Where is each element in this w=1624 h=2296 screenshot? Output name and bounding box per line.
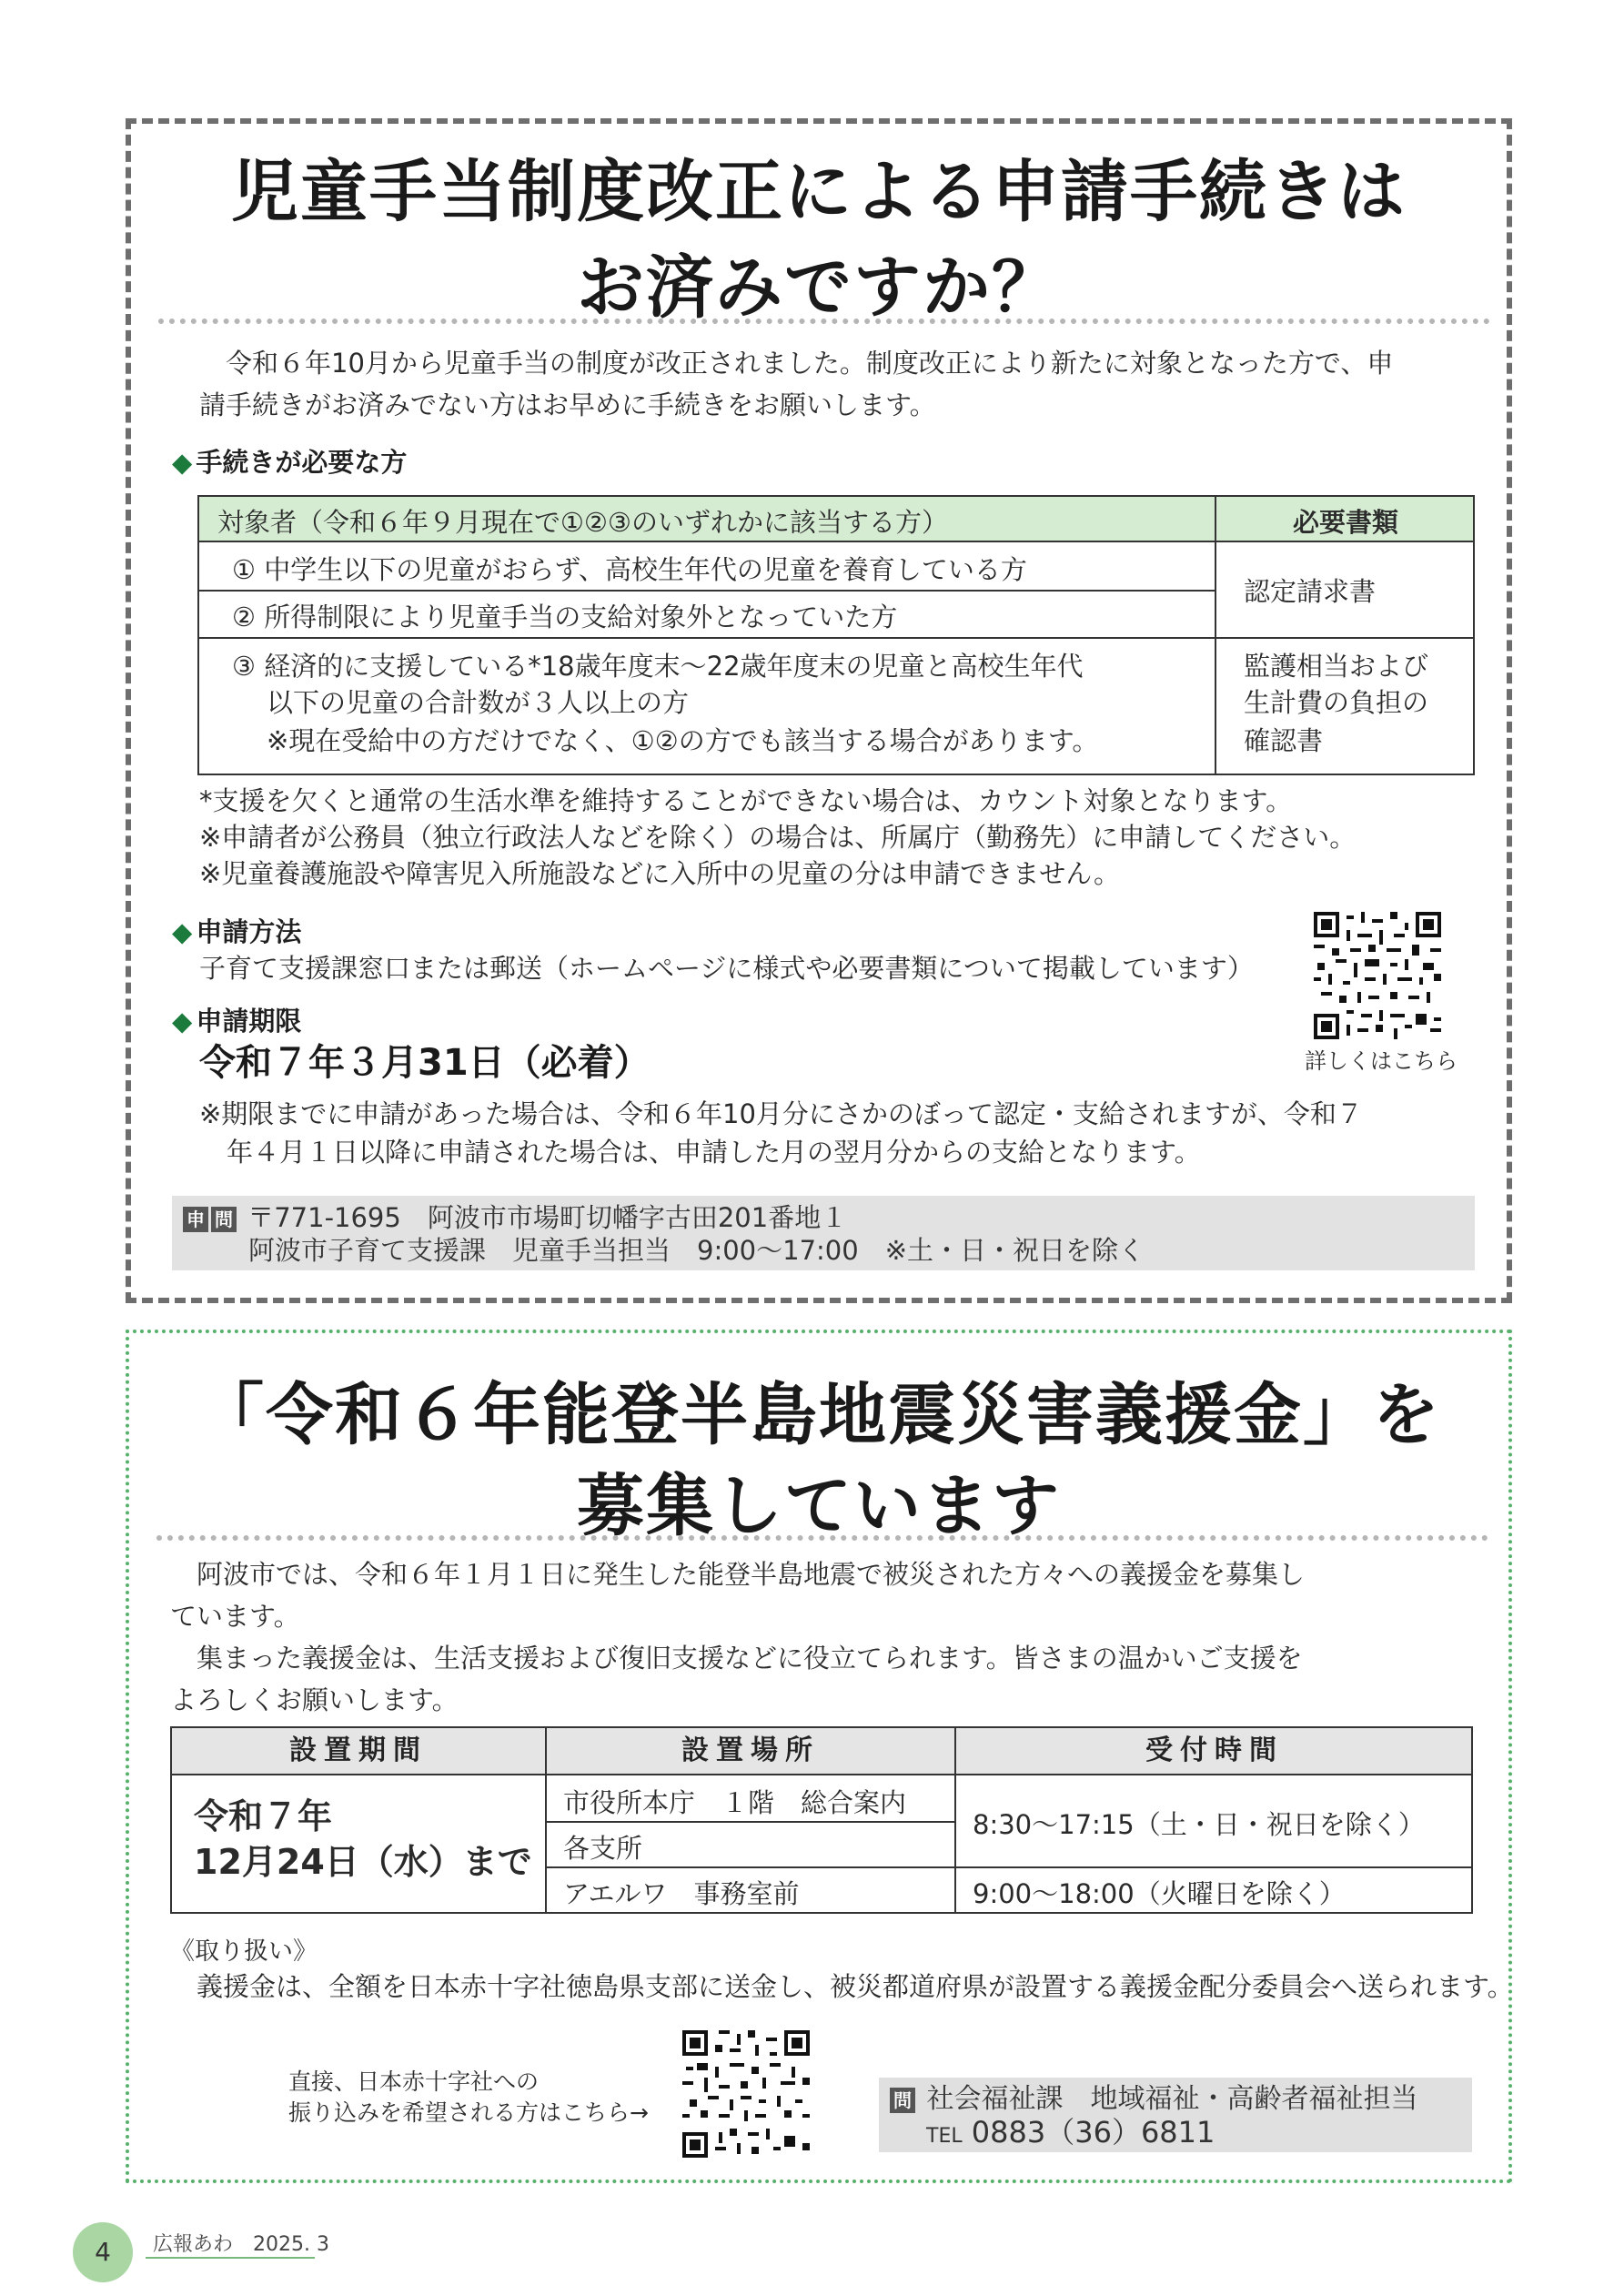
section2-title-line2: 募集しています: [577, 1467, 1061, 1545]
section2-title-line1: 「令和６年能登半島地震災害義援金」を: [197, 1376, 1441, 1454]
hours-1: 8:30～17:15（土・日・祝日を除く）: [973, 1809, 1425, 1840]
donation-intro: 阿波市では、令和６年１月１日に発生した能登半島地震で被災された方々への義援金を募集し ています。 集まった義援金は、生活支援および復旧支援などに役立てられます。皆さまの温かいご支援を よろしくお願いします。: [170, 1559, 1306, 1715]
section1-title-line2: お済みですか？: [577, 248, 1061, 327]
section1-title-line1: 児童手当制度改正による申請手続きは: [231, 153, 1407, 231]
tel-label: TEL: [926, 2125, 963, 2148]
header-target: 対象者（令和６年９月現在で①②③のいずれかに該当する方）: [217, 507, 948, 538]
diamond-icon: ◆: [172, 447, 193, 478]
row-1: ① 中学生以下の児童がおらず、高校生年代の児童を養育している方: [232, 554, 1027, 585]
deadline-note-line1: ※期限までに申請があった場合は、令和６年10月分にさかのぼって認定・支給されますが、令和７: [199, 1098, 1363, 1129]
deadline-date: 令和７年３月31日（必着）: [199, 1042, 651, 1084]
contact-box: [172, 1196, 1475, 1270]
deadline-note-line2: 年４月１日以降に申請された場合は、申請した月の翌月分からの支給となります。: [227, 1137, 1201, 1168]
child-allowance-notice: [126, 118, 1512, 1303]
earthquake-donation-notice: [126, 1330, 1512, 2183]
place-1: 市役所本庁 １階 総合案内: [563, 1787, 907, 1818]
donation-box-table: [170, 1726, 1473, 1914]
publication-name: 広報あわ 2025. 3: [153, 2233, 329, 2256]
contact-department: 社会福祉課 地域福祉・高齢者福祉担当: [926, 2083, 1418, 2115]
qr-code-icon: [1314, 912, 1441, 1039]
redcross-qr-code[interactable]: [682, 2030, 810, 2158]
docs-row3-line1: 監護相当および: [1244, 651, 1429, 682]
apply-badge: 申: [183, 1207, 208, 1232]
docs-row3-line3: 確認書: [1244, 725, 1324, 756]
intro-text: [199, 342, 1393, 426]
footnote-3: ※児童養護施設や障害児入所施設などに入所中の児童の分は申請できません。: [199, 858, 1121, 889]
intro-line1: 令和６年10月から児童手当の制度が改正されました。制度改正により新たに対象となった方で、申: [226, 348, 1394, 379]
contact-phone: 0883（36）6811: [971, 2115, 1215, 2149]
header-hours: 受付時間: [1145, 1735, 1284, 1766]
qr-caption: 詳しくはこちら: [1305, 1048, 1458, 1074]
page-number: 4: [73, 2222, 133, 2282]
header-place: 設置場所: [681, 1735, 820, 1766]
row-2: ② 所得制限により児童手当の支給対象外となっていた方: [232, 602, 898, 632]
heading-deadline: ◆ 申請期限: [172, 1006, 302, 1037]
divider: [156, 1535, 1488, 1541]
diamond-icon: ◆: [172, 916, 193, 947]
hours-2: 9:00～18:00（火曜日を除く）: [973, 1878, 1346, 1909]
contact-address: 〒771-1695 阿波市市場町切幡字古田201番地１: [247, 1202, 848, 1233]
header-docs: 必要書類: [1292, 507, 1398, 538]
donation-contact-box: [879, 2078, 1472, 2152]
place-3: アエルワ 事務室前: [563, 1878, 800, 1909]
redcross-line1: 直接、日本赤十字社への: [288, 2068, 540, 2095]
footnote-1: *支援を欠くと通常の生活水準を維持することができない場合は、カウント対象となります。: [199, 785, 1293, 816]
handling-label: 《取り扱い》: [170, 1937, 318, 1966]
details-qr-code[interactable]: [1314, 912, 1441, 1039]
redcross-line2: 振り込みを希望される方はこちら→: [288, 2099, 649, 2126]
inquiry-badge: 問: [890, 2088, 915, 2113]
place-2: 各支所: [563, 1833, 643, 1864]
footer-rule: [146, 2257, 315, 2259]
docs-row12: 認定請求書: [1244, 576, 1377, 607]
footnote-2: ※申請者が公務員（独立行政法人などを除く）の場合は、所属庁（勤務先）に申請してください。: [199, 822, 1357, 853]
contact-office: 阿波市子育て支援課 児童手当担当 9:00～17:00 ※土・日・祝日を除く: [248, 1235, 1145, 1266]
handling-text: 義援金は、全額を日本赤十字社徳島県支部に送金し、被災都道府県が設置する義援金配分委員会へ送られます。: [197, 1971, 1514, 2002]
qr-code-icon: [682, 2030, 810, 2158]
header-period: 設置期間: [289, 1735, 428, 1766]
period-line2: 12月24日（水）まで: [194, 1842, 532, 1882]
divider: [158, 319, 1490, 324]
row-3-line2: 以下の児童の合計数が３人以上の方: [267, 687, 690, 718]
diamond-icon: ◆: [172, 1006, 193, 1037]
inquiry-badge: 問: [211, 1207, 237, 1232]
period-line1: 令和７年: [194, 1796, 333, 1836]
heading-required: ◆ 手続きが必要な方: [172, 447, 408, 478]
method-text: 子育て支援課窓口または郵送（ホームページに様式や必要書類について掲載しています）: [199, 953, 1254, 984]
docs-row3-line2: 生計費の負担の: [1244, 687, 1429, 718]
eligibility-table: [197, 495, 1475, 775]
row-3-note: ※現在受給中の方だけでなく、①②の方でも該当する場合があります。: [267, 725, 1099, 756]
heading-method: ◆ 申請方法: [172, 916, 302, 947]
intro-line2: 請手続きがお済みでない方はお早めに手続きをお願いします。: [199, 389, 936, 420]
row-3-line1: ③ 経済的に支援している*18歳年度末～22歳年度末の児童と高校生年代: [232, 651, 1084, 682]
